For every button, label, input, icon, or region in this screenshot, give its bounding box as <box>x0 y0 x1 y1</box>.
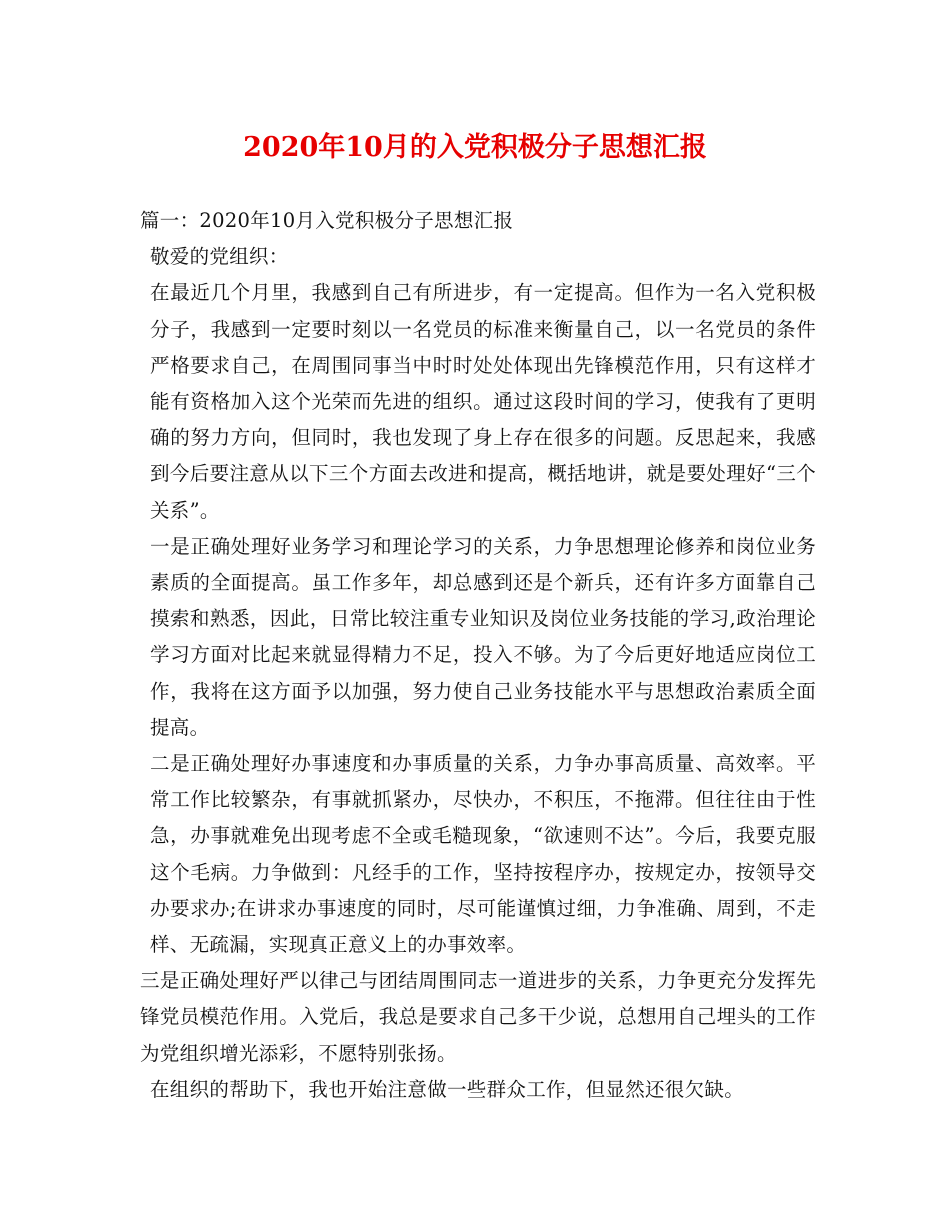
paragraph-4: 三是正确处理好严以律己与团结周围同志一道进步的关系，力争更充分发挥先锋党员模范作用。入党后，我总是要求自己多干少说，总想用自己埋头的工作为党组织增光添彩，不愿特别张扬。 <box>140 969 816 1065</box>
paragraph-3: 二是正确处理好办事速度和办事质量的关系，力争办事高质量、高效率。平常工作比较繁杂，有事就抓紧办，尽快办，不积压，不拖滞。但往往由于性急，办事就难免出现考虑不全或毛糙现象，“欲速则不达”。今后，我要克服这个毛病。力争做到：凡经手的工作，坚持按程序办，按规定办，按领导交办要求办;在讲求办事速度的同时，尽可能谨慎过细，力争准确、周到，不走样、无疏漏，实现真正意义上的办事效率。 <box>150 752 816 957</box>
paragraph-2: 一是正确处理好业务学习和理论学习的关系，力争思想理论修养和岗位业务素质的全面提高。虽工作多年，却总感到还是个新兵，还有许多方面靠自己摸索和熟悉，因此，日常比较注重专业知识及岗位业务技能的学习,政治理论学习方面对比起来就显得精力不足，投入不够。为了今后更好地适应岗位工作，我将在这方面予以加强，努力使自己业务技能水平与思想政治素质全面提高。 <box>150 534 816 739</box>
document-title: 2020年10月的入党积极分子思想汇报 <box>243 132 707 163</box>
paragraph-1: 在最近几个月里，我感到自己有所进步，有一定提高。但作为一名入党积极分子，我感到一定要时刻以一名党员的标准来衡量自己，以一名党员的条件严格要求自己，在周围同事当中时时处处体现出先锋模范作用，只有这样才能有资格加入这个光荣而先进的组织。通过这段时间的学习，使我有了更明确的努力方向，但同时，我也发现了身上存在很多的问题。反思起来，我感到今后要注意从以下三个方面去改进和提高，概括地讲，就是要处理好“三个关系”。 <box>150 281 816 522</box>
paragraph-5: 在组织的帮助下，我也开始注意做一些群众工作，但显然还很欠缺。 <box>150 1077 745 1101</box>
salutation: 敬爱的党组织： <box>150 245 289 269</box>
section-heading: 篇一：2020年10月入党积极分子思想汇报 <box>140 209 514 232</box>
document-body <box>140 203 816 1108</box>
